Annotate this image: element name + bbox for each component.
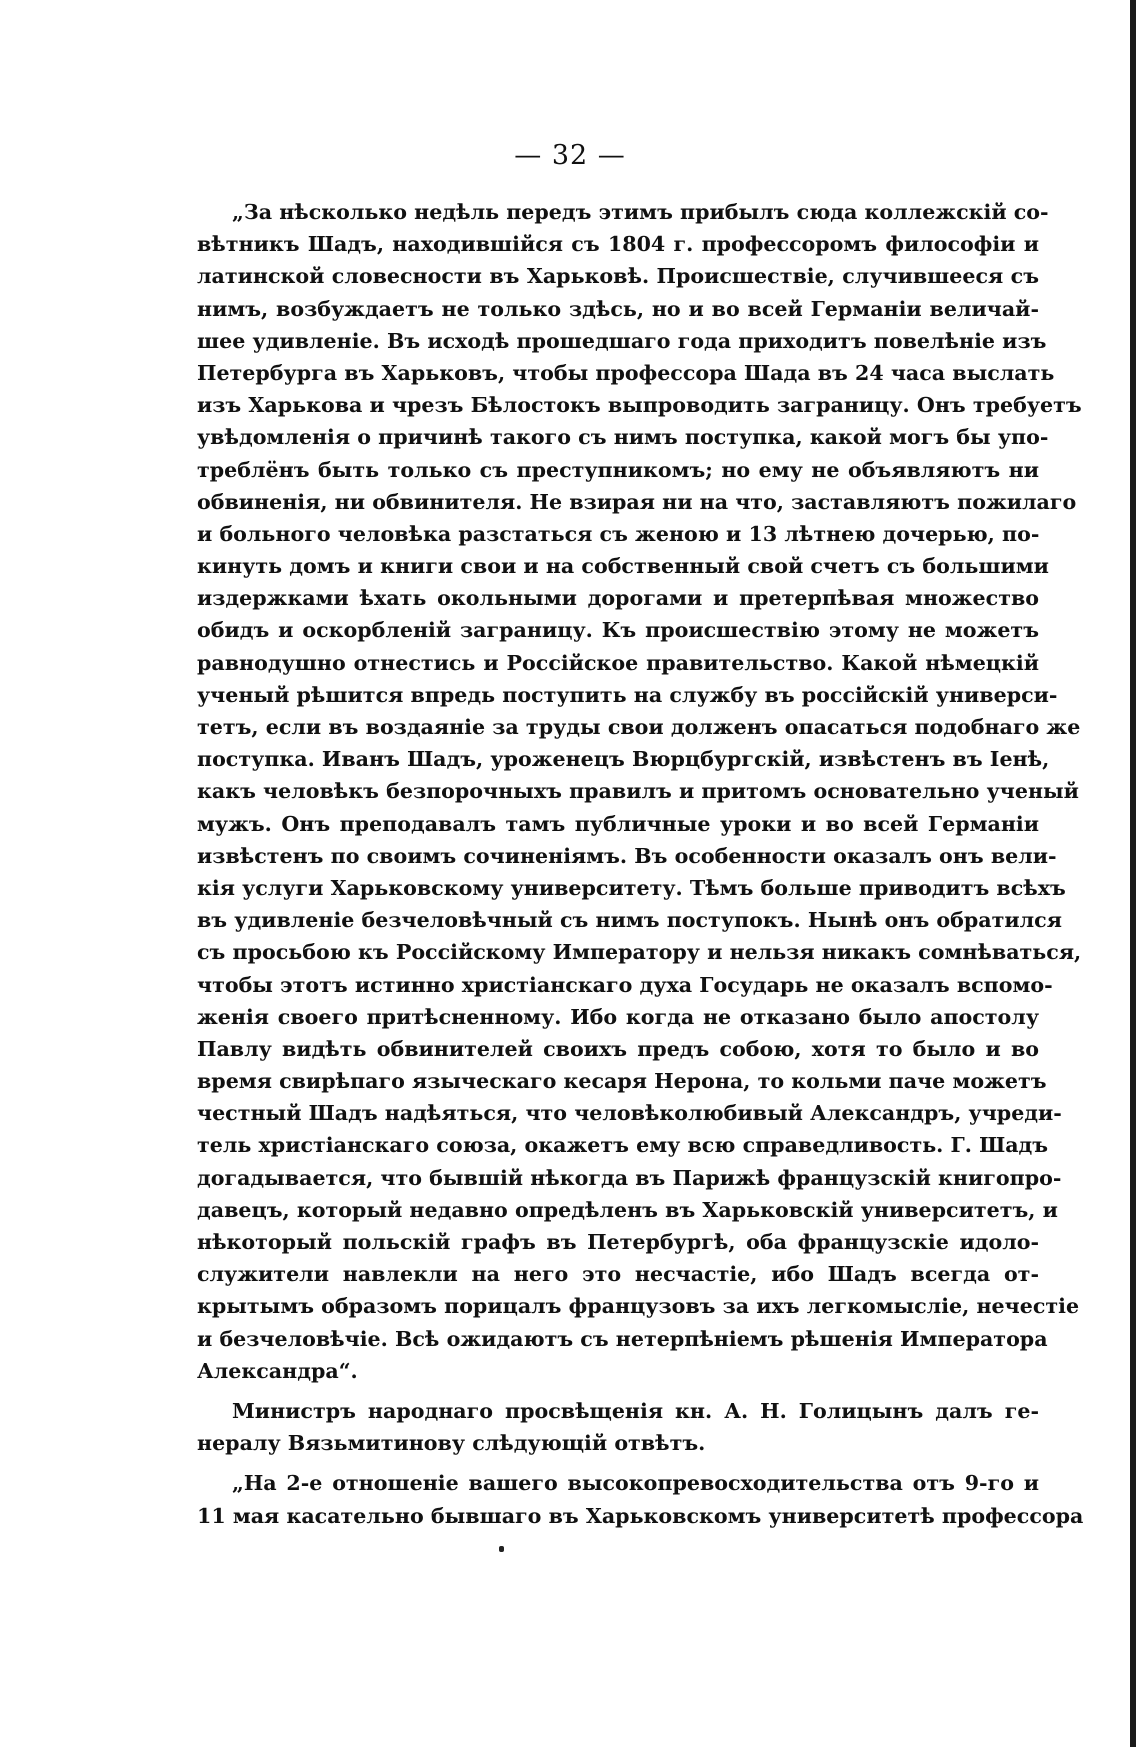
- text-line: обидъ и оскорбленій заграницу. Къ происшествію этому не можетъ: [197, 618, 1039, 643]
- text-line: тетъ, если въ воздаяніе за труды свои долженъ опасаться подобнаго же: [197, 715, 1081, 739]
- text-line: съ просьбою къ Россійскому Императору и нельзя никакъ сомнѣваться,: [197, 940, 1082, 965]
- text-line: честный Шадъ надѣяться, что человѣколюбивый Александръ, учреди-: [197, 1101, 1062, 1126]
- text-line: кія услуги Харьковскому университету. Тѣмъ больше приводитъ всѣхъ: [197, 875, 1066, 900]
- text-line: нѣкоторый польскій графъ въ Петербургѣ, оба французскіе идоло-: [197, 1230, 1039, 1254]
- text-line: равнодушно отнестись и Россійское правительство. Какой нѣмецкій: [197, 650, 1039, 675]
- paragraph: [197, 196, 1082, 1387]
- text-line: „На 2-е отношеніе вашего высокопревосходительства отъ 9-го и: [232, 1471, 1039, 1496]
- text-line: Александра“.: [197, 1358, 358, 1383]
- text-line: Министръ народнаго просвѣщенія кн. А. Н. Голицынъ далъ ге-: [232, 1398, 1039, 1423]
- text-line: кинуть домъ и книги свои и на собственный свой счетъ съ большими: [197, 554, 1049, 579]
- page-edge-line: [1130, 0, 1136, 1747]
- text-line: поступка. Иванъ Шадъ, уроженецъ Вюрцбургскій, извѣстенъ въ Іенѣ,: [197, 747, 1050, 772]
- text-line: какъ человѣкъ безпорочныхъ правилъ и притомъ основательно ученый: [197, 779, 1079, 804]
- text-line: изъ Харькова и чрезъ Бѣлостокъ выпроводить заграницу. Онъ требуетъ: [197, 393, 1082, 418]
- text-line: извѣстенъ по своимъ сочиненіямъ. Въ особенности оказалъ онъ вели-: [197, 843, 1057, 868]
- text-line: крытымъ образомъ порицалъ французовъ за ихъ легкомысліе, нечестіе: [197, 1294, 1080, 1319]
- text-line: мужъ. Онъ преподавалъ тамъ публичные уроки и во всей Германіи: [197, 811, 1039, 836]
- text-line: издержками ѣхать окольными дорогами и претерпѣвая множество: [197, 586, 1039, 611]
- text-line: Петербурга въ Харьковъ, чтобы профессора Шада въ 24 часа выслать: [197, 360, 1055, 385]
- text-line: и больного человѣка разстаться съ женою и 13 лѣтнею дочерью, по-: [197, 521, 1040, 546]
- text-line: давецъ, который недавно опредѣленъ въ Харьковскій университетъ, и: [197, 1197, 1058, 1222]
- text-line: треблёнъ быть только съ преступникомъ; но ему не объявляютъ ни: [197, 457, 1039, 482]
- text-line: Павлу видѣть обвинителей своихъ предъ собою, хотя то было и во: [197, 1036, 1039, 1061]
- paragraph: [197, 1467, 1084, 1531]
- text-line: шее удивленіе. Въ исходѣ прошедшаго года приходитъ повелѣніе изъ: [197, 328, 1047, 353]
- text-line: въ удивленіе безчеловѣчный съ нимъ поступокъ. Нынѣ онъ обратился: [197, 908, 1062, 933]
- text-line: служители навлекли на него это несчастіе, ибо Шадъ всегда от-: [197, 1262, 1039, 1287]
- text-line: вѣтникъ Шадъ, находившійся съ 1804 г. профессоромъ философіи и: [197, 232, 1039, 257]
- text-line: ученый рѣшится впредь поступить на службу въ россійскій универси-: [197, 682, 1058, 707]
- text-line: увѣдомленія о причинѣ такого съ нимъ поступка, какой могъ бы упо-: [197, 425, 1049, 450]
- text-line: „За нѣсколько недѣль передъ этимъ прибылъ сюда коллежскій со-: [232, 200, 1049, 224]
- text-line: время свирѣпаго языческаго кесаря Нерона, то кольми паче можетъ: [197, 1069, 1047, 1094]
- text-line: тель христіанскаго союза, окажетъ ему всю справедливость. Г. Шадъ: [197, 1133, 1049, 1158]
- text-line: догадывается, что бывшій нѣкогда въ Парижѣ французскій книгопро-: [197, 1165, 1062, 1190]
- text-line: чтобы этотъ истинно христіанскаго духа Государь не оказалъ вспомо-: [197, 972, 1053, 997]
- paragraph: [197, 1395, 1039, 1459]
- paragraph-gap: [197, 1387, 1039, 1395]
- text-line: 11 мая касательно бывшаго въ Харьковскомъ университетѣ профессора: [197, 1503, 1084, 1528]
- text-line: латинской словесности въ Харьковѣ. Происшествіе, случившееся съ: [197, 264, 1039, 289]
- text-line: женія своего притѣсненному. Ибо когда не отказано было апостолу: [197, 1004, 1039, 1029]
- text-line: нералу Вязьмитинову слѣдующій отвѣтъ.: [197, 1431, 706, 1456]
- text-line: и безчеловѣчіе. Всѣ ожидаютъ съ нетерпѣніемъ рѣшенія Императора: [197, 1326, 1048, 1351]
- paragraph-gap: [197, 1459, 1039, 1467]
- text-line: обвиненія, ни обвинителя. Не взирая ни на что, заставляютъ пожилаго: [197, 489, 1077, 514]
- body-text: [197, 196, 1084, 1532]
- text-line: нимъ, возбуждаетъ не только здѣсь, но и во всей Германіи величай-: [197, 296, 1039, 321]
- page-number: — 32 —: [514, 140, 626, 171]
- ink-speck: [499, 1546, 504, 1552]
